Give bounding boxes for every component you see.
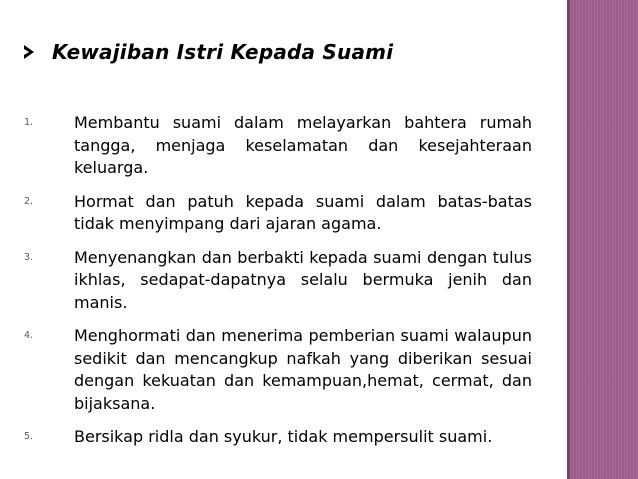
list-item — [24, 191, 532, 236]
list-item — [24, 247, 532, 315]
list-item-text: Hormat dan patuh kepada suami dalam batas-batas tidak menyimpang dari ajaran agama. — [74, 191, 532, 233]
decorative-side-band — [567, 0, 638, 479]
list-item-text: Bersikap ridla dan syukur, tidak mempersulit suami. — [74, 427, 493, 446]
list-item-number: 3. — [24, 251, 34, 263]
list-item-text: Membantu suami dalam melayarkan bahtera rumah tangga, menjaga keselamatan dan kesejahteraan keluarga. — [74, 113, 532, 177]
list-item-number: 4. — [24, 330, 34, 341]
list-item — [24, 325, 532, 415]
list-item-text: Menyenangkan dan berbakti kepada suami dengan tulus ikhlas, sedapat-dapatnya selalu bermuka jenih dan manis. — [74, 247, 532, 312]
list-item-number: 5. — [24, 431, 34, 442]
list-item-number: 2. — [24, 195, 34, 207]
list-item — [24, 426, 532, 449]
list-item-text: Menghormati dan menerima pemberian suami walaupun sedikit dan mencangkup nafkah yang diberikan sesuai dengan kekuatan dan kemampuan,hemat, cermat, dan bijaksana. — [74, 326, 532, 413]
arrow-bullet-icon — [24, 45, 34, 59]
obligations-list — [24, 112, 532, 460]
list-item-number: 1. — [24, 117, 34, 128]
slide-heading — [24, 40, 393, 64]
slide-title: Kewajiban Istri Kepada Suami — [52, 40, 394, 64]
list-item — [24, 112, 532, 180]
